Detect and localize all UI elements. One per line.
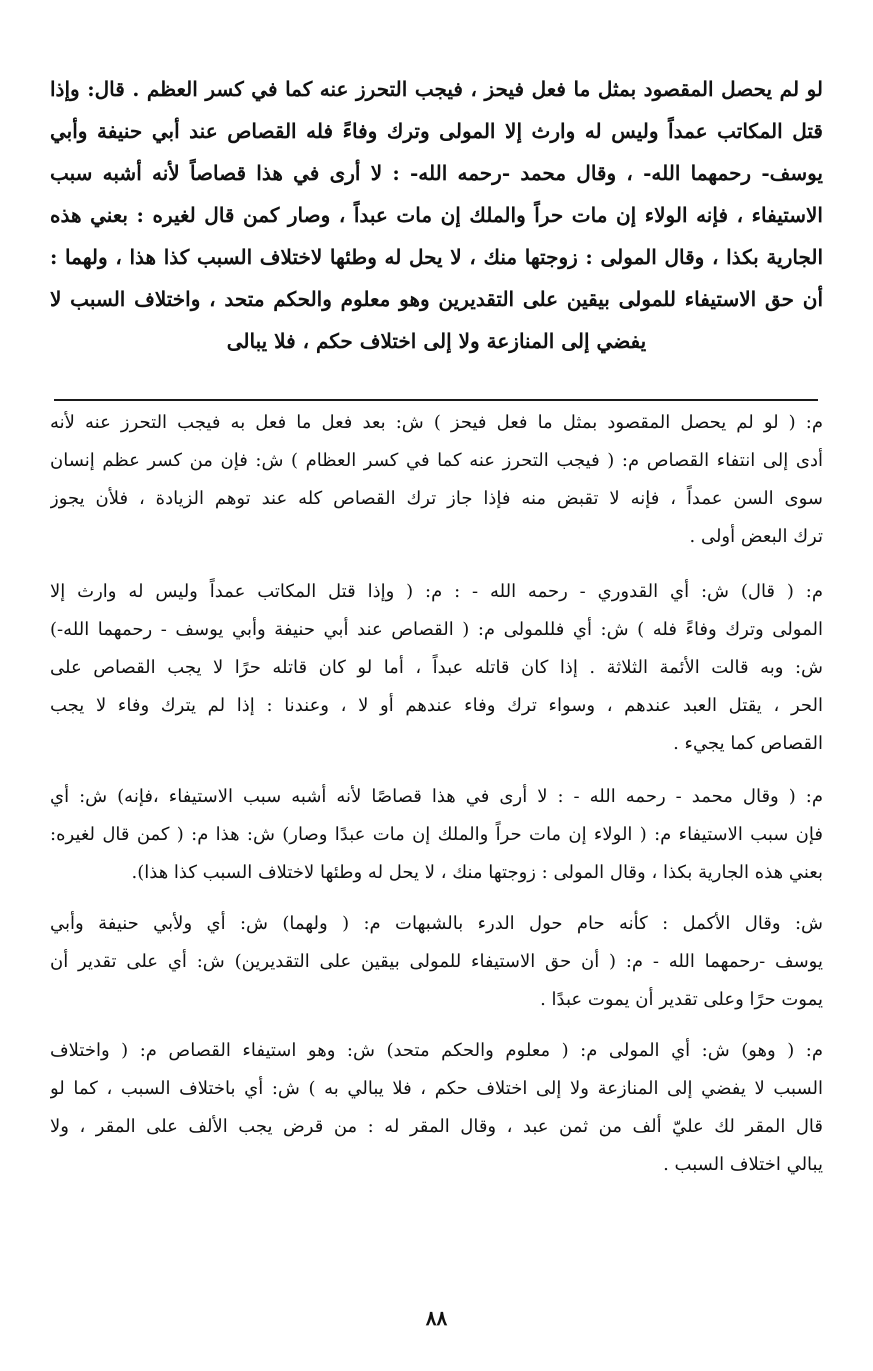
main-text-block xyxy=(50,68,823,362)
main-text-line: الجارية بكذا ، وقال المولى : زوجتها منك ، لا يحل له وطئها لاختلاف السبب كذا هذا ، ولهما : xyxy=(50,245,823,269)
commentary-line: بعني هذه الجارية بكذا ، وقال المولى : زوجتها منك ، لا يحل له وطئها لاختلاف السبب كذا هذا). xyxy=(131,862,823,883)
main-text-line: قتل المكاتب عمداً وليس له وارث إلا المولى وترك وفاءً فله القصاص عند أبي حنيفة وأبي xyxy=(50,119,823,143)
main-text-line: يفضي إلى المنازعة ولا إلى اختلاف حكم ، فلا يبالى xyxy=(226,329,647,353)
commentary-line: سوى السن عمداً ، فإنه لا تقبض منه فإذا جاز ترك القصاص كله عند توهم الزيادة ، فلأن يجوز xyxy=(50,488,823,509)
commentary-line: يوسف -رحمهما الله - م: ( أن حق الاستيفاء للمولى بيقين على التقديرين) ش: أي على تقدير أن xyxy=(50,951,823,972)
commentary-paragraph xyxy=(50,778,823,892)
commentary-line: السبب لا يفضي إلى المنازعة ولا إلى اختلاف حكم ، فلا يبالي به ) ش: أي باختلاف السبب ، كما لو xyxy=(50,1078,823,1099)
main-text-line: أن حق الاستيفاء للمولى بيقين على التقديرين وهو معلوم والحكم متحد ، واختلاف السبب لا xyxy=(50,287,823,311)
commentary-line: م: ( وهو) ش: أي المولى م: ( معلوم والحكم متحد) ش: وهو استيفاء القصاص م: ( واختلاف xyxy=(50,1040,823,1061)
page-number: ٨٨ xyxy=(425,1306,448,1330)
commentary-line: م: ( لو لم يحصل المقصود بمثل ما فعل فيحز ) ش: بعد فعل ما فعل به فيجب التحرز عنه لأنه xyxy=(50,412,823,433)
commentary-line: فإن سبب الاستيفاء م: ( الولاء إن مات حراً والملك إن مات عبدًا وصار) ش: هذا م: ( كمن قال لغيره: xyxy=(50,824,823,845)
commentary-line: أدى إلى انتفاء القصاص م: ( فيجب التحرز عنه كما في كسر العظام ) ش: فإن من كسر عظم إنسان xyxy=(50,450,823,471)
commentary-paragraph xyxy=(50,573,823,763)
commentary-line: ش: وبه قالت الأئمة الثلاثة . إذا كان قاتله عبداً ، أما لو كان قاتله حرًا لا يجب القصاص على xyxy=(50,657,823,678)
commentary-line: الحر ، يقتل العبد عندهم ، وسواء ترك وفاء عندهم أو لا ، وعندنا : إذا لم يترك وفاء لا يجب xyxy=(50,695,823,716)
commentary-line: ترك البعض أولى . xyxy=(689,526,823,547)
main-text-line: الاستيفاء ، فإنه الولاء إن مات حراً والملك إن مات عبداً ، وصار كمن قال لغيره : بعني هذه xyxy=(50,203,823,227)
main-text-line: يوسف- رحمهما الله- ، وقال محمد -رحمه الله- : لا أرى في هذا قصاصاً لأنه أشبه سبب xyxy=(50,161,823,185)
commentary-line: م: ( قال) ش: أي القدوري - رحمه الله - : م: ( وإذا قتل المكاتب عمداً وليس له وارث إلا xyxy=(50,581,823,602)
commentary-line: يبالي اختلاف السبب . xyxy=(663,1154,823,1175)
commentary-line: القصاص كما يجيء . xyxy=(673,733,823,754)
commentary-line: المولى وترك وفاءً فله ) ش: أي فللمولى م: ( القصاص عند أبي حنيفة وأبي يوسف - رحمهما الله-) xyxy=(50,619,823,640)
commentary-line: قال المقر لك عليّ ألف من ثمن عبد ، وقال المقر له : من قرض يجب الألف على المقر ، ولا xyxy=(50,1116,823,1137)
commentary-line: ش: وقال الأكمل : كأنه حام حول الدرء بالشبهات م: ( ولهما) ش: أي ولأبي حنيفة وأبي xyxy=(50,913,823,934)
separator-rule xyxy=(54,399,818,401)
commentary-paragraph xyxy=(50,1032,823,1184)
commentary-paragraph xyxy=(50,905,823,1019)
commentary-paragraph xyxy=(50,404,823,556)
commentary-line: يموت حرًا وعلى تقدير أن يموت عبدًا . xyxy=(540,989,823,1010)
commentary-block xyxy=(50,404,823,1184)
commentary-line: م: ( وقال محمد - رحمه الله - : لا أرى في هذا قصاصًا لأنه أشبه سبب الاستيفاء ،فإنه) ش: أي xyxy=(50,786,823,807)
main-text-line: لو لم يحصل المقصود بمثل ما فعل فيحز ، فيجب التحرز عنه كما في كسر العظم . قال: وإذا xyxy=(50,77,823,101)
